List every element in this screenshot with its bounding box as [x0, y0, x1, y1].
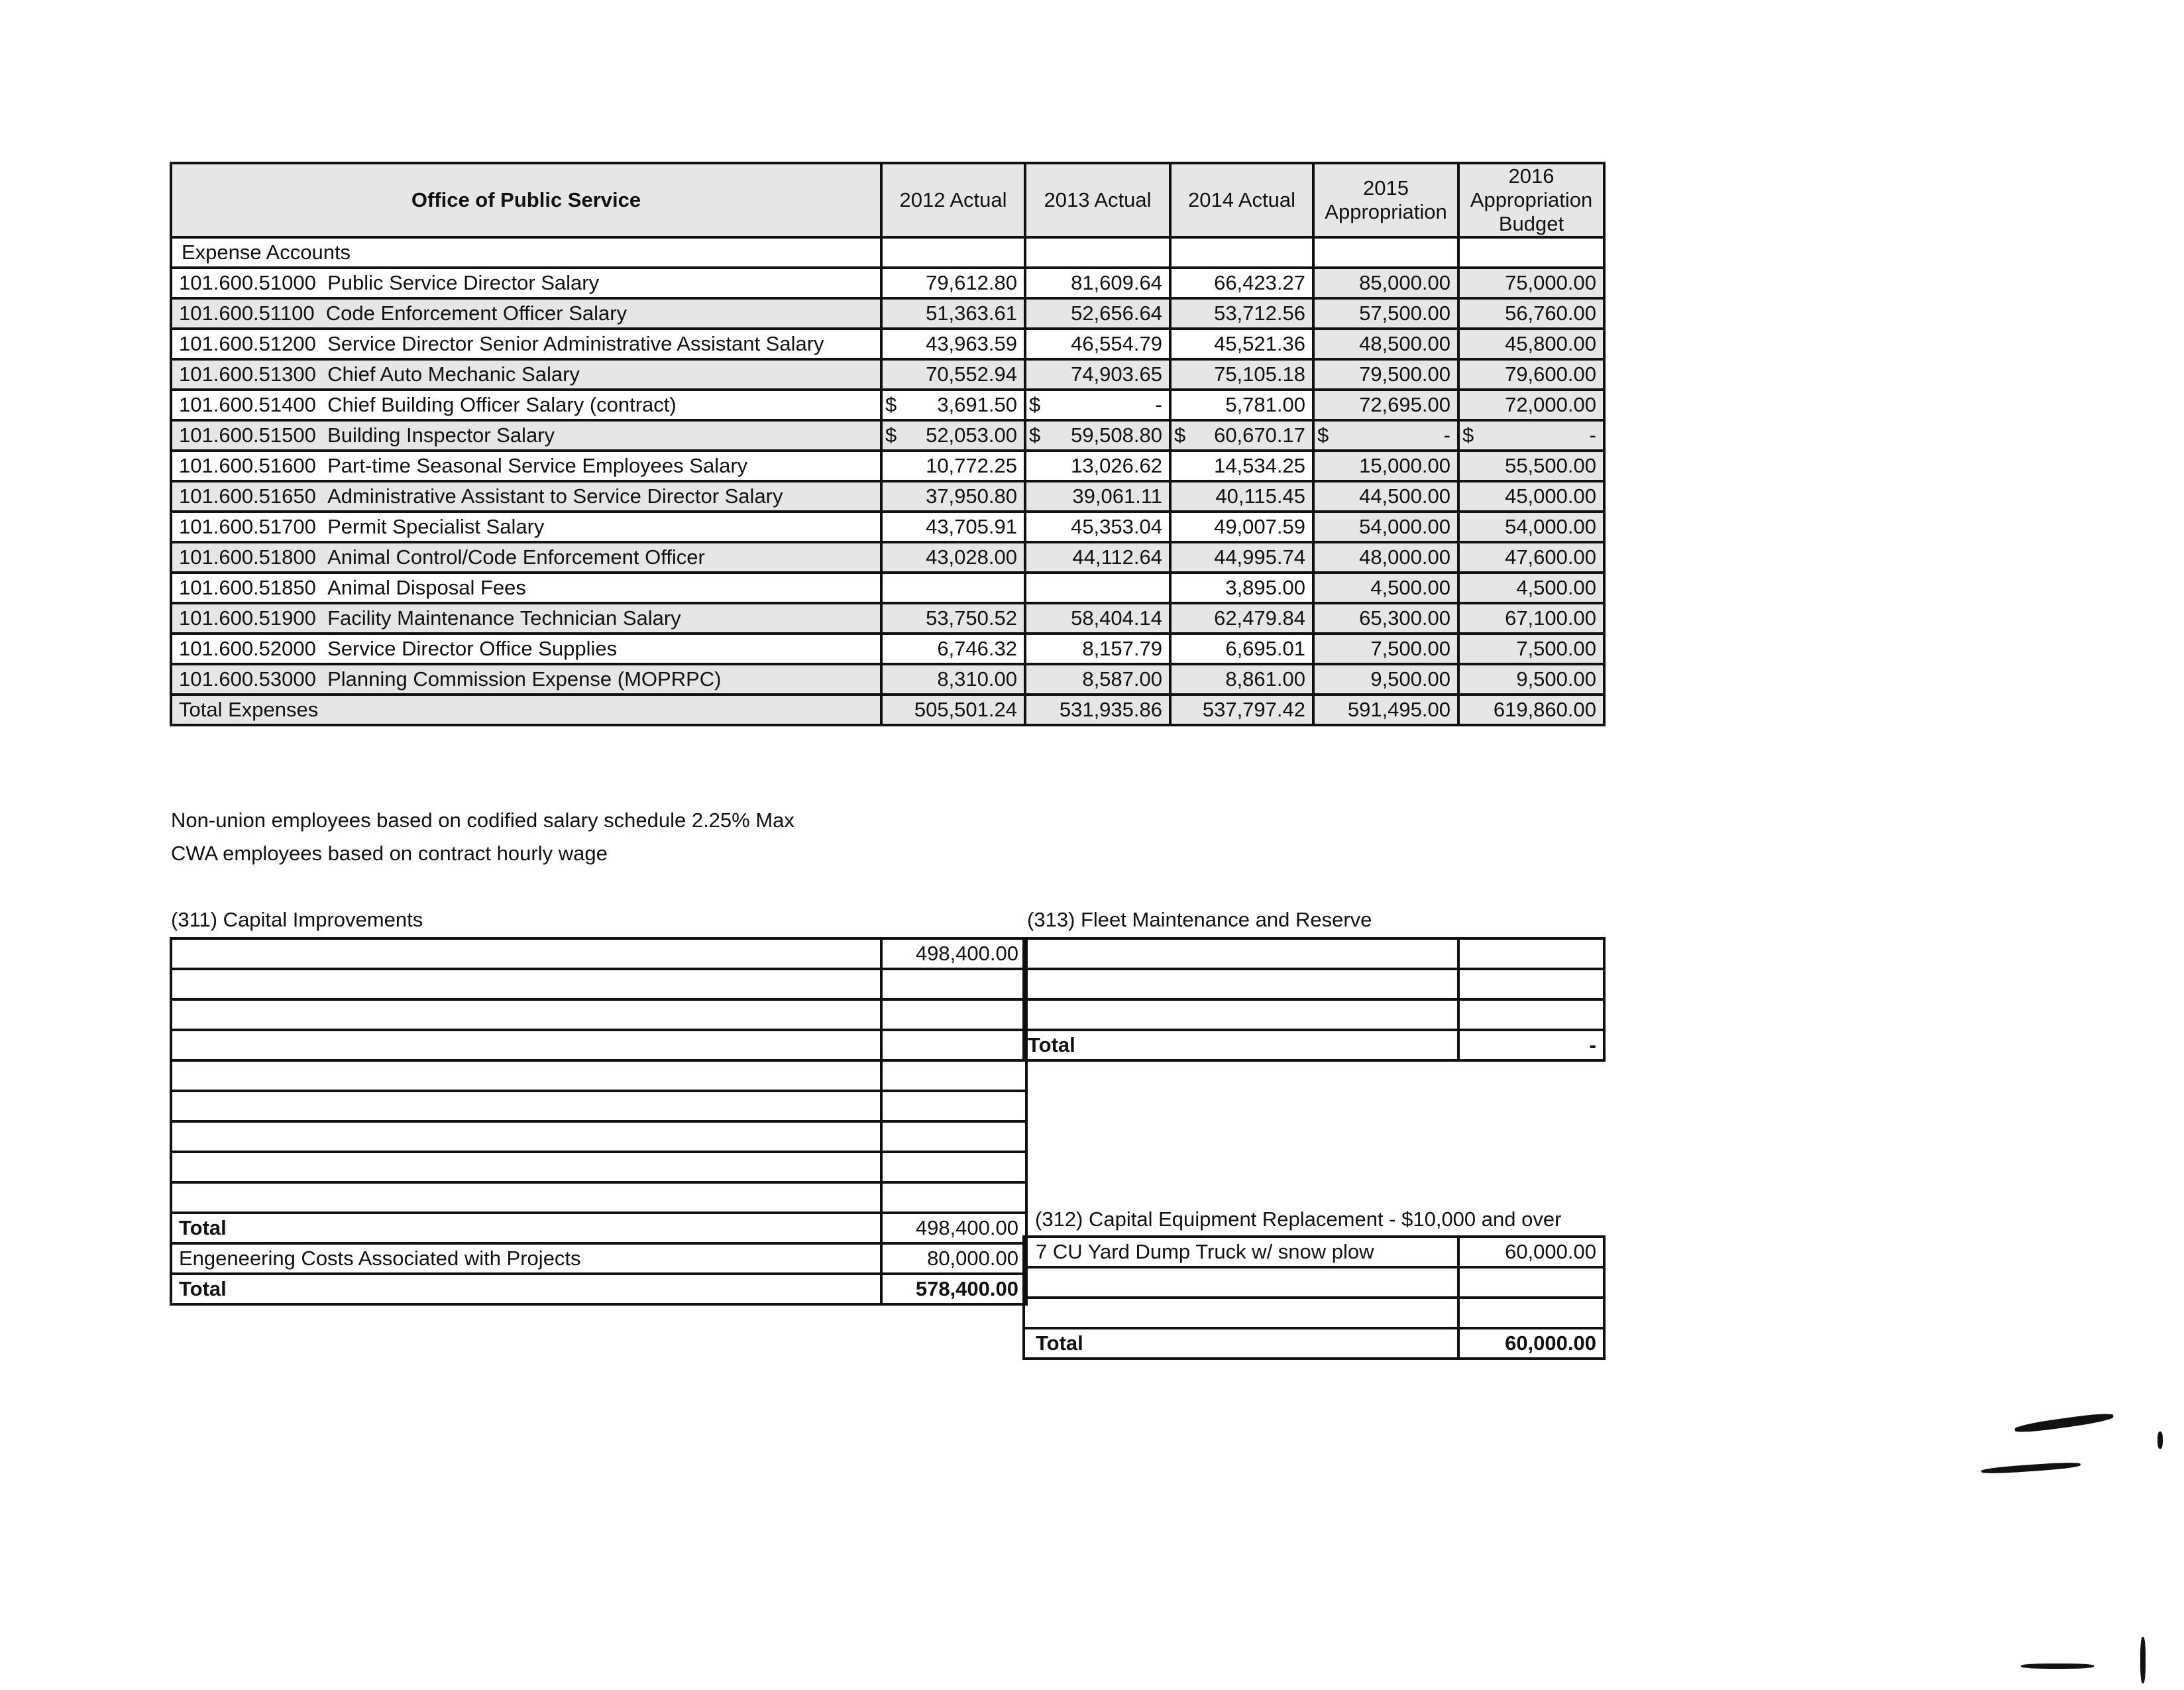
value-cell: 79,600.00 — [1458, 359, 1604, 390]
value-cell: 6,695.01 — [1170, 634, 1313, 664]
account-description: 101.600.51200 Service Director Senior Administrative Assistant Salary — [171, 329, 881, 359]
value-cell: 67,100.00 — [1458, 603, 1604, 634]
value-cell: 5,781.00 — [1170, 390, 1313, 420]
table-row — [171, 542, 1604, 573]
table-row — [171, 1030, 1026, 1060]
scan-artifact — [2157, 1432, 2163, 1449]
value-cell: 75,105.18 — [1170, 359, 1313, 390]
value-cell: 85,000.00 — [1313, 268, 1458, 298]
value-cell: 40,115.45 — [1170, 481, 1313, 512]
table-title: Office of Public Service — [171, 163, 881, 237]
account-description: 101.600.51500 Building Inspector Salary — [171, 420, 881, 451]
value-cell: 53,750.52 — [881, 603, 1025, 634]
table-row: 498,400.00 — [171, 938, 1026, 969]
value-cell: 79,612.80 — [881, 268, 1025, 298]
value-cell: $ 59,508.80 — [1025, 420, 1170, 451]
value-cell: 79,500.00 — [1313, 359, 1458, 390]
capital-improvements-table — [170, 937, 1028, 1306]
table-row — [171, 359, 1604, 390]
scan-artifact — [2021, 1663, 2094, 1669]
value-cell: 81,609.64 — [1025, 268, 1170, 298]
value-cell: 43,028.00 — [881, 542, 1025, 573]
value-cell: 6,746.32 — [881, 634, 1025, 664]
equipment-total-row: Total 60,000.00 — [1024, 1328, 1604, 1359]
value-cell: 8,310.00 — [881, 664, 1025, 695]
value-cell: 44,500.00 — [1313, 481, 1458, 512]
table-row — [171, 451, 1604, 481]
header-row — [171, 163, 1604, 237]
value-cell: 62,479.84 — [1170, 603, 1313, 634]
table-row — [1024, 969, 1604, 999]
value-cell: 7,500.00 — [1458, 634, 1604, 664]
total-label: Total Expenses — [171, 695, 881, 725]
value-cell: 51,363.61 — [881, 298, 1025, 329]
section-row — [171, 237, 1604, 268]
col-2015: 2015 Appropriation — [1313, 163, 1458, 237]
table-row — [171, 1152, 1026, 1182]
table-row — [1024, 1267, 1604, 1298]
value-cell — [881, 573, 1025, 603]
account-description: 101.600.51300 Chief Auto Mechanic Salary — [171, 359, 881, 390]
table-row — [171, 1182, 1026, 1213]
value-cell: 56,760.00 — [1458, 298, 1604, 329]
value-cell: 8,157.79 — [1025, 634, 1170, 664]
value-cell: 72,695.00 — [1313, 390, 1458, 420]
account-description: 101.600.51850 Animal Disposal Fees — [171, 573, 881, 603]
col-2014: 2014 Actual — [1170, 163, 1313, 237]
value-cell: 70,552.94 — [881, 359, 1025, 390]
note-cwa: CWA employees based on contract hourly wage — [171, 842, 608, 865]
table-row — [171, 1060, 1026, 1091]
value-cell: 7,500.00 — [1313, 634, 1458, 664]
account-description: 101.600.51700 Permit Specialist Salary — [171, 512, 881, 542]
account-description: 101.600.51800 Animal Control/Code Enforcement Officer — [171, 542, 881, 573]
value-cell: 9,500.00 — [1458, 664, 1604, 695]
value-cell: 54,000.00 — [1458, 512, 1604, 542]
value-cell: $ 3,691.50 — [881, 390, 1025, 420]
ci-grand-total-row: Total 578,400.00 — [171, 1274, 1026, 1304]
table-row — [171, 329, 1604, 359]
table-row — [171, 268, 1604, 298]
value-cell: 45,800.00 — [1458, 329, 1604, 359]
scan-artifact — [1981, 1461, 2081, 1475]
table-row — [171, 573, 1604, 603]
col-2013: 2013 Actual — [1025, 163, 1170, 237]
scan-artifact — [2140, 1637, 2146, 1683]
equipment-item-row: 7 CU Yard Dump Truck w/ snow plow 60,000.00 — [1024, 1237, 1604, 1267]
value-cell: 54,000.00 — [1313, 512, 1458, 542]
expense-table — [170, 162, 1606, 726]
value-cell: $ - — [1313, 420, 1458, 451]
table-row — [171, 603, 1604, 634]
table-row — [171, 390, 1604, 420]
value-cell: 74,903.65 — [1025, 359, 1170, 390]
capital-improvements-title: (311) Capital Improvements — [171, 908, 423, 931]
table-row — [171, 481, 1604, 512]
value-cell: 72,000.00 — [1458, 390, 1604, 420]
value-cell: 15,000.00 — [1313, 451, 1458, 481]
table-row — [171, 420, 1604, 451]
total-row: Total Expenses 505,501.24 531,935.86 537,797.42 591,495.00 619,860.00 — [171, 695, 1604, 725]
table-row — [171, 634, 1604, 664]
col-2012: 2012 Actual — [881, 163, 1025, 237]
value-cell: 55,500.00 — [1458, 451, 1604, 481]
col-2016: 2016 Appropriation Budget — [1458, 163, 1604, 237]
value-cell: 10,772.25 — [881, 451, 1025, 481]
engineering-row: Engeneering Costs Associated with Projects 80,000.00 — [171, 1243, 1026, 1274]
value-cell: 65,300.00 — [1313, 603, 1458, 634]
table-row — [171, 664, 1604, 695]
value-cell: 44,995.74 — [1170, 542, 1313, 573]
account-description: 101.600.53000 Planning Commission Expense (MOPRPC) — [171, 664, 881, 695]
account-description: 101.600.51600 Part-time Seasonal Service Employees Salary — [171, 451, 881, 481]
value-cell: 52,656.64 — [1025, 298, 1170, 329]
account-description: 101.600.51900 Facility Maintenance Technician Salary — [171, 603, 881, 634]
value-cell: 8,587.00 — [1025, 664, 1170, 695]
value-cell: 46,554.79 — [1025, 329, 1170, 359]
value-cell: 14,534.25 — [1170, 451, 1313, 481]
value-cell: 43,963.59 — [881, 329, 1025, 359]
value-cell: 4,500.00 — [1458, 573, 1604, 603]
value-cell: 53,712.56 — [1170, 298, 1313, 329]
account-description: 101.600.51100 Code Enforcement Officer Salary — [171, 298, 881, 329]
account-description: 101.600.51650 Administrative Assistant to Service Director Salary — [171, 481, 881, 512]
account-description: 101.600.52000 Service Director Office Supplies — [171, 634, 881, 664]
value-cell: 44,112.64 — [1025, 542, 1170, 573]
fleet-maintenance-title: (313) Fleet Maintenance and Reserve — [1027, 908, 1372, 931]
table-row — [171, 298, 1604, 329]
value-cell: 45,521.36 — [1170, 329, 1313, 359]
value-cell: 37,950.80 — [881, 481, 1025, 512]
value-cell: 47,600.00 — [1458, 542, 1604, 573]
value-cell: $ 60,670.17 — [1170, 420, 1313, 451]
table-row — [1024, 938, 1604, 969]
value-cell: 58,404.14 — [1025, 603, 1170, 634]
value-cell: 48,000.00 — [1313, 542, 1458, 573]
value-cell: 43,705.91 — [881, 512, 1025, 542]
fleet-total-row: Total - — [1024, 1030, 1604, 1060]
value-cell — [1025, 573, 1170, 603]
value-cell: $ - — [1025, 390, 1170, 420]
value-cell: 3,895.00 — [1170, 573, 1313, 603]
fleet-maintenance-table — [1022, 937, 1606, 1062]
value-cell: 66,423.27 — [1170, 268, 1313, 298]
value-cell: $ - — [1458, 420, 1604, 451]
scan-artifact — [2014, 1412, 2114, 1435]
capital-equipment-table — [1022, 1235, 1606, 1360]
value-cell: 39,061.11 — [1025, 481, 1170, 512]
table-row — [171, 999, 1026, 1030]
table-row — [171, 512, 1604, 542]
note-nonunion: Non-union employees based on codified salary schedule 2.25% Max — [171, 809, 794, 832]
account-description: 101.600.51000 Public Service Director Salary — [171, 268, 881, 298]
value-cell: 45,000.00 — [1458, 481, 1604, 512]
ci-total-row: Total 498,400.00 — [171, 1213, 1026, 1243]
value-cell: 13,026.62 — [1025, 451, 1170, 481]
value-cell: 8,861.00 — [1170, 664, 1313, 695]
table-row — [171, 1121, 1026, 1152]
value-cell: $ 52,053.00 — [881, 420, 1025, 451]
value-cell: 4,500.00 — [1313, 573, 1458, 603]
table-row — [1024, 999, 1604, 1030]
table-row — [171, 1091, 1026, 1121]
table-row — [1024, 1298, 1604, 1328]
account-description: 101.600.51400 Chief Building Officer Salary (contract) — [171, 390, 881, 420]
value-cell: 49,007.59 — [1170, 512, 1313, 542]
value-cell: 48,500.00 — [1313, 329, 1458, 359]
value-cell: 45,353.04 — [1025, 512, 1170, 542]
value-cell: 57,500.00 — [1313, 298, 1458, 329]
capital-equipment-title: (312) Capital Equipment Replacement - $10,000 and over — [1035, 1208, 1562, 1231]
value-cell: 75,000.00 — [1458, 268, 1604, 298]
table-row — [171, 969, 1026, 999]
section-label: Expense Accounts — [171, 237, 881, 268]
value-cell: 9,500.00 — [1313, 664, 1458, 695]
